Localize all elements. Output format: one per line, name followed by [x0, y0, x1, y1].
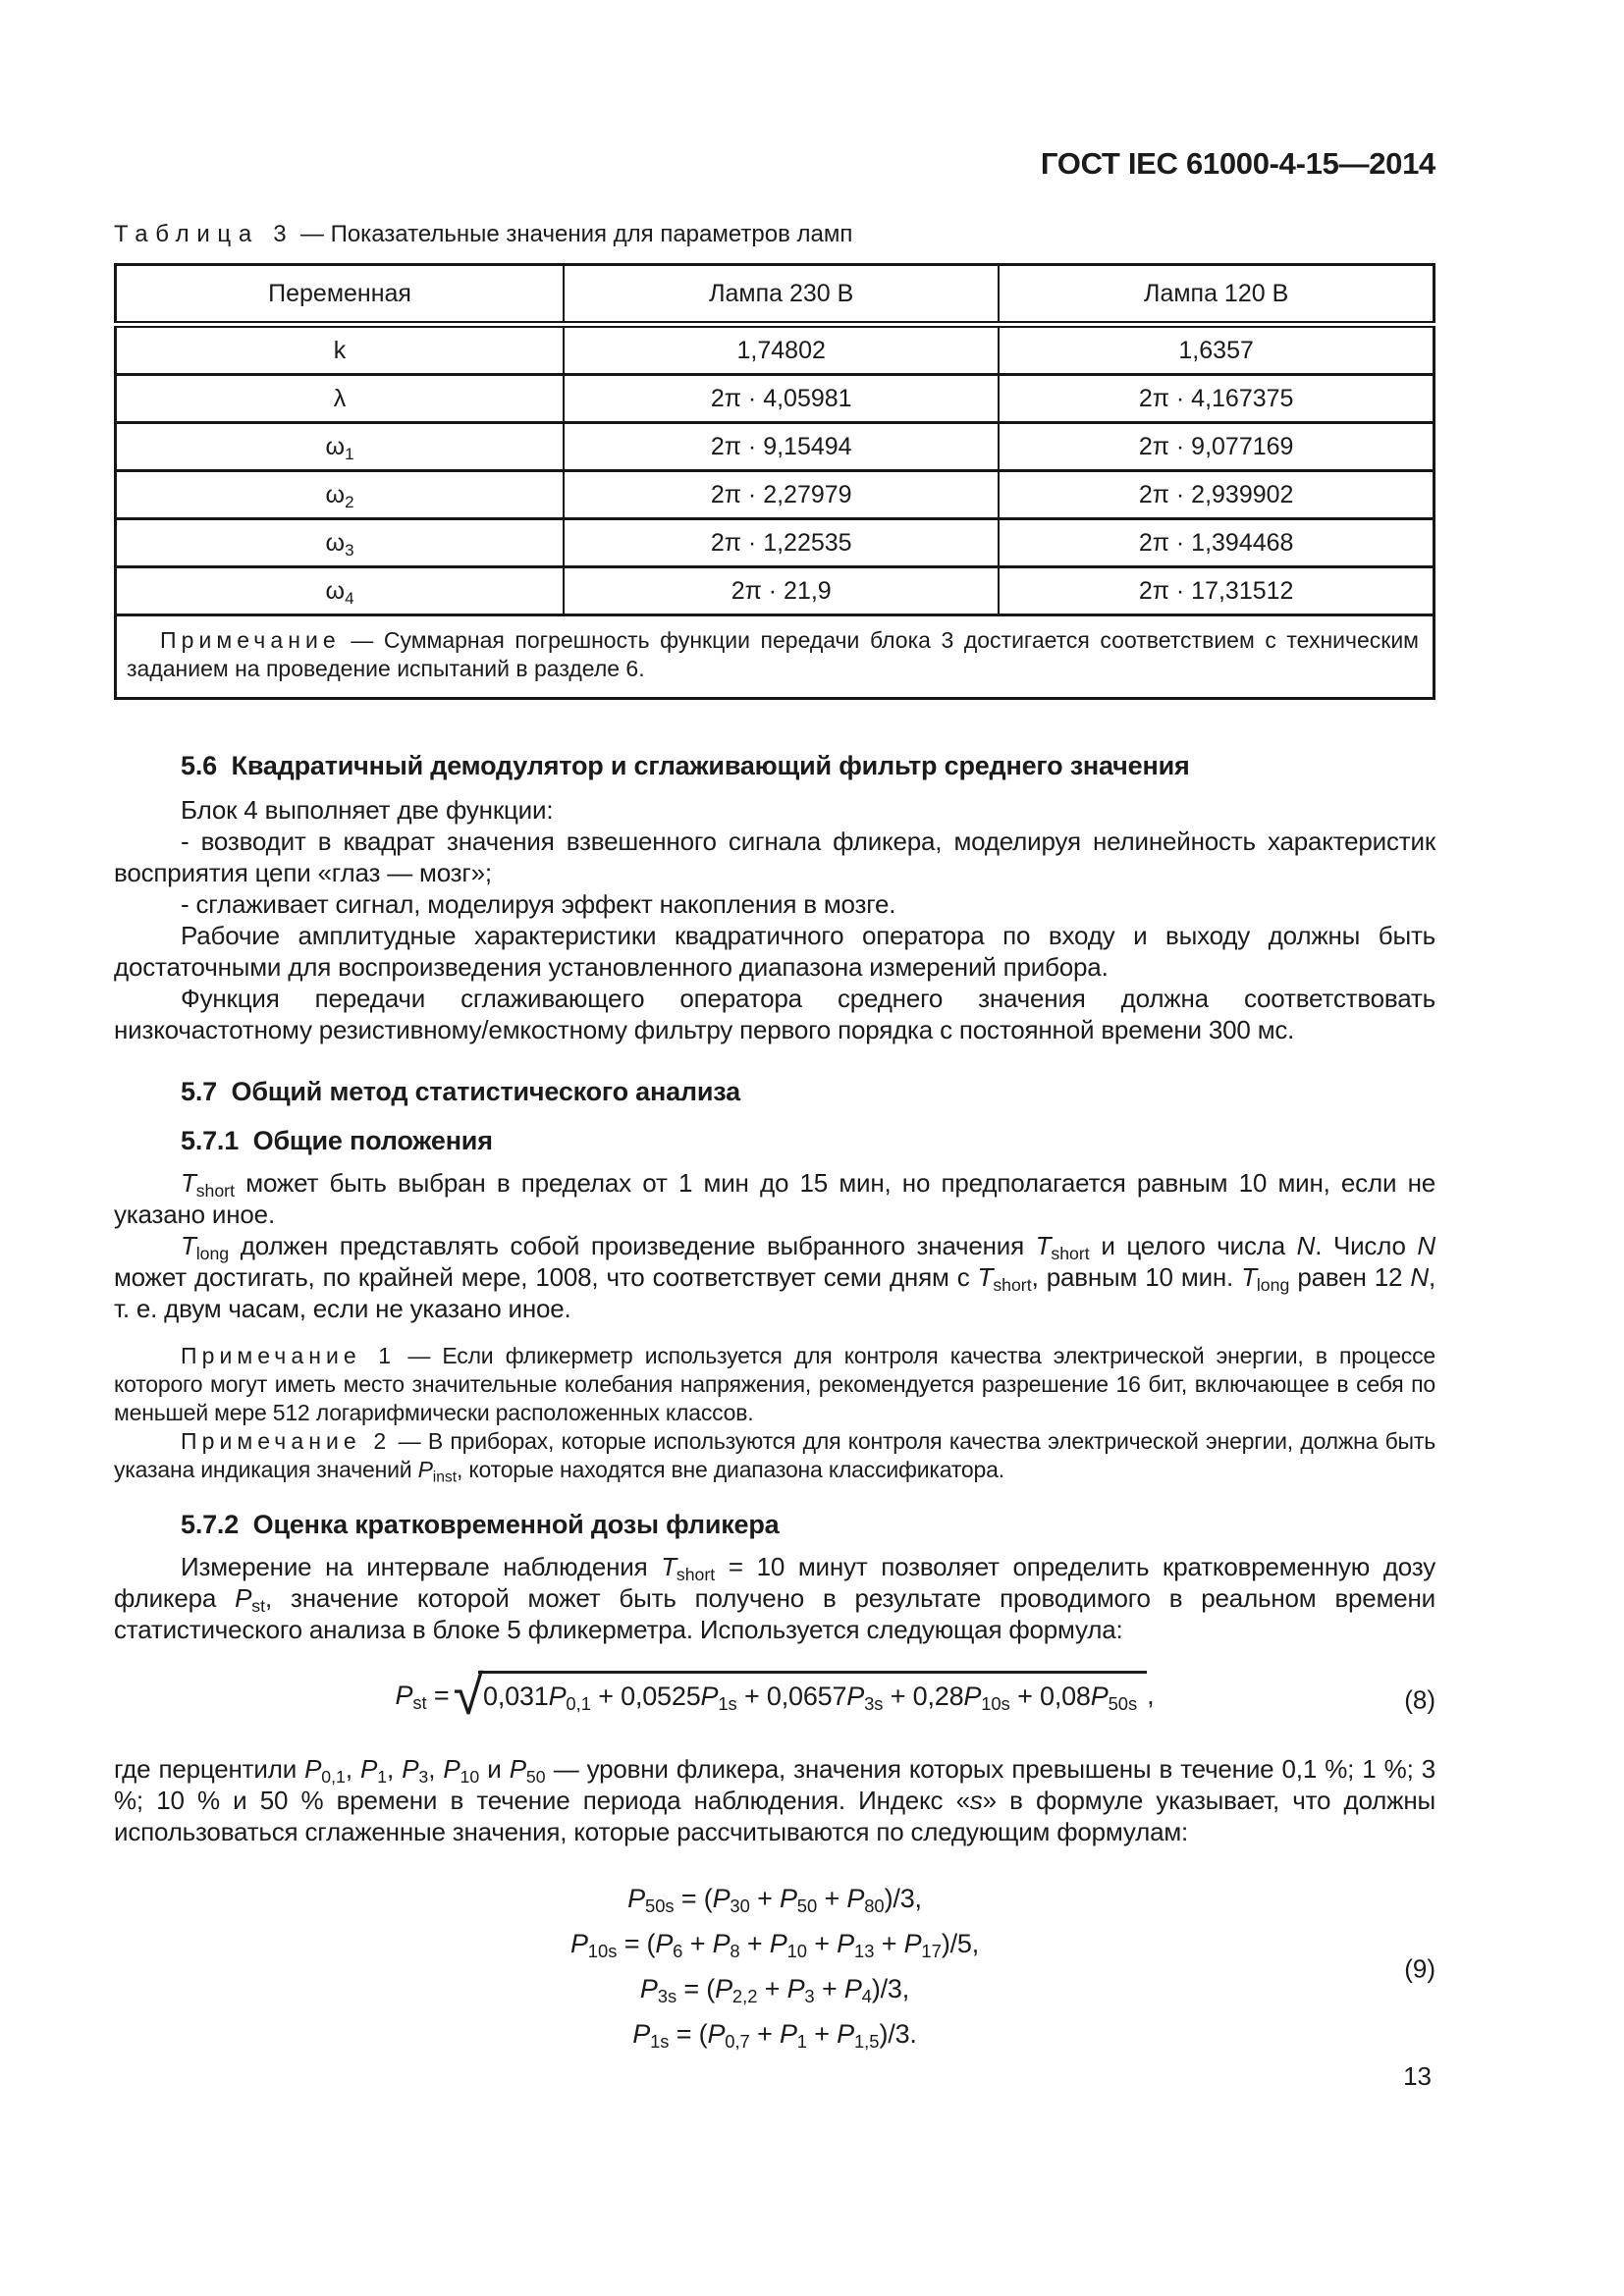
section-5-7-heading: 5.7 Общий метод статистического анализа [181, 1077, 740, 1106]
equation-number-9: (9) [1404, 1953, 1435, 1984]
table-row [116, 375, 1435, 423]
column-header-variable: Переменная [116, 265, 565, 325]
table-cell-lamp-230v: 2π · 2,27979 [564, 471, 999, 519]
table-cell-lamp-120v: 2π · 2,939902 [999, 471, 1434, 519]
table-row [116, 567, 1435, 615]
formula-8-lhs: $P_{st}$ = [395, 1680, 450, 1713]
table-header-row [116, 265, 1435, 325]
paragraph: $T_{short}$ может быть выбран в пределах от 1 мин до 15 мин, но предполагается равным 10 мин, если не указано иное. [114, 1168, 1435, 1229]
section-5-7-1-heading: 5.7.1 Общие положения [181, 1126, 493, 1155]
equation-number-8: (8) [1404, 1684, 1435, 1715]
table-cell-lamp-230v: 2π · 21,9 [564, 567, 999, 615]
paragraph: $T_{long}$ должен представлять собой произведение выбранного значения $T_{short}$ и целого числа N. Число N может достигать, по крайней мере, 1008, что соответствует семи дням с $T_{short}$, равным 10 мин. $T_{long}$ равен 12 N, т. е. двум часам, если не указано иное. [114, 1231, 1435, 1323]
table-note [116, 615, 1435, 699]
table-cell-lamp-230v: 2π · 4,05981 [564, 375, 999, 423]
section-5-6-heading: 5.6 Квадратичный демодулятор и сглаживающий фильтр среднего значения [181, 751, 1190, 780]
column-header-lamp-120v: Лампа 120 В [999, 265, 1434, 325]
formula-8-expression [395, 1664, 1155, 1726]
column-header-lamp-230v: Лампа 230 В [564, 265, 999, 325]
table-row [116, 519, 1435, 567]
table-cell-lamp-120v: 1,6357 [999, 325, 1434, 375]
formula-9-line: $P_{50s} = (P_{30} + P_{50} + P_{80})/3$, [627, 1884, 922, 1917]
note-2 [114, 1427, 1435, 1484]
document-code: ГОСТ IEC 61000-4-15—2014 [1040, 146, 1435, 181]
table-cell-variable: k [116, 325, 565, 375]
table-cell-lamp-120v: 2π · 1,394468 [999, 519, 1434, 567]
paragraph-list-item: - сглаживает сигнал, моделируя эффект накопления в мозге. [181, 889, 896, 919]
table-row [116, 325, 1435, 375]
notes-block [114, 1342, 1435, 1484]
paragraph: Рабочие амплитудные характеристики квадратичного оператора по входу и выходу должны быть достаточными для воспроизведения установленного диапазона измерений прибора. [114, 921, 1435, 982]
paragraph: Функция передачи сглаживающего оператора среднего значения должна соответствовать низкочастотному резистивному/емкостному фильтру первого порядка с постоянной времени 300 мс. [114, 984, 1435, 1044]
table-cell-lamp-230v: 1,74802 [564, 325, 999, 375]
note-1 [114, 1342, 1435, 1427]
note-2-text: — В приборах, которые используются для контроля качества электрической энергии, должна быть указана индикация значений $P_{inst}$, которые находятся вне диапазона классификатора. [114, 1428, 1435, 1486]
page-number: 13 [1403, 2061, 1432, 2091]
table-cell-variable: $\omega_4$ [116, 567, 565, 615]
note-1-text: — Если фликерметр используется для контроля качества электрической энергии, в процессе которого могут иметь место значительные колебания напряжения, рекомендуется разрешение 16 бит, включающее в себя по меньшей мере 512 логарифмически расположенных классов. [114, 1343, 1435, 1425]
table-cell-lamp-120v: 2π · 9,077169 [999, 423, 1434, 471]
sqrt-radical-icon: √ [453, 1664, 484, 1726]
section-5-7-2-heading: 5.7.2 Оценка кратковременной дозы фликера [181, 1510, 780, 1539]
formula-9-line: $P_{3s} = (P_{2,2} + P_3 + P_4)/3$, [639, 1974, 910, 2007]
table-caption [114, 220, 1435, 249]
table-note-text: — Суммарная погрешность функции передачи блока 3 достигается соответствием с техническим заданием на проведение испытаний в разделе 6. [127, 627, 1419, 681]
square-root [453, 1664, 1147, 1726]
table-cell-lamp-230v: 2π · 1,22535 [564, 519, 999, 567]
lamp-parameters-table [114, 263, 1435, 700]
table-caption-text: — Показательные значения для параметров ламп [294, 221, 853, 247]
formula-8-tail: , [1147, 1680, 1155, 1710]
formula-9 [114, 1877, 1435, 2061]
table-cell-lamp-230v: 2π · 9,15494 [564, 423, 999, 471]
note-1-label: Примечание 1 [181, 1343, 397, 1368]
note-2-label: Примечание 2 [181, 1428, 392, 1454]
formula-9-line: $P_{10s} = (P_6 + P_8 + P_{10} + P_{13} + P_{17})/5$, [569, 1929, 980, 1962]
table-cell-variable: $\omega_1$ [116, 423, 565, 471]
paragraph: Измерение на интервале наблюдения $T_{short} = 10$ минут позволяет определить кратковременную дозу фликера $P_{st}$, значение которой может быть получено в результате проводимого в реальном времени статистического анализа в блоке 5 фликерметра. Используется следующая формула: [114, 1552, 1435, 1644]
table-caption-label: Таблица 3 [114, 221, 295, 247]
table-row [116, 471, 1435, 519]
table-cell-variable: λ [116, 375, 565, 423]
paragraph-where: где перцентили $P_{0,1}$, $P_1$, $P_3$, $P_{10}$ и $P_{50}$ — уровни фликера, значения которых превышены в течение 0,1 %; 1 %; 3 %; 10 % и 50 % времени в течение периода наблюдения. Индекс «s» в формуле указывает, что должны использоваться сглаженные значения, которые рассчитываются по следующим формулам: [114, 1754, 1435, 1846]
table-cell-variable: $\omega_3$ [116, 519, 565, 567]
formula-8 [114, 1664, 1435, 1730]
table-note-label: Примечание [160, 627, 341, 653]
paragraph-list-item: - возводит в квадрат значения взвешенного сигнала фликера, моделируя нелинейность характеристик восприятия цепи «глаз — мозг»; [114, 827, 1435, 887]
table-note-row [116, 615, 1435, 699]
table-cell-lamp-120v: 2π · 17,31512 [999, 567, 1434, 615]
formula-9-line: $P_{1s} = (P_{0,7} + P_1 + P_{1,5})/3$. [632, 2019, 917, 2053]
table-cell-variable: $\omega_2$ [116, 471, 565, 519]
table-row [116, 423, 1435, 471]
paragraph: Блок 4 выполняет две функции: [181, 795, 554, 825]
table-cell-lamp-120v: 2π · 4,167375 [999, 375, 1434, 423]
formula-8-radicand: $0,031P_{0,1} + 0,0525P_{1s} + 0,0657P_{3s} + 0,28P_{10s} + 0,08P_{50s}$ [478, 1671, 1147, 1713]
